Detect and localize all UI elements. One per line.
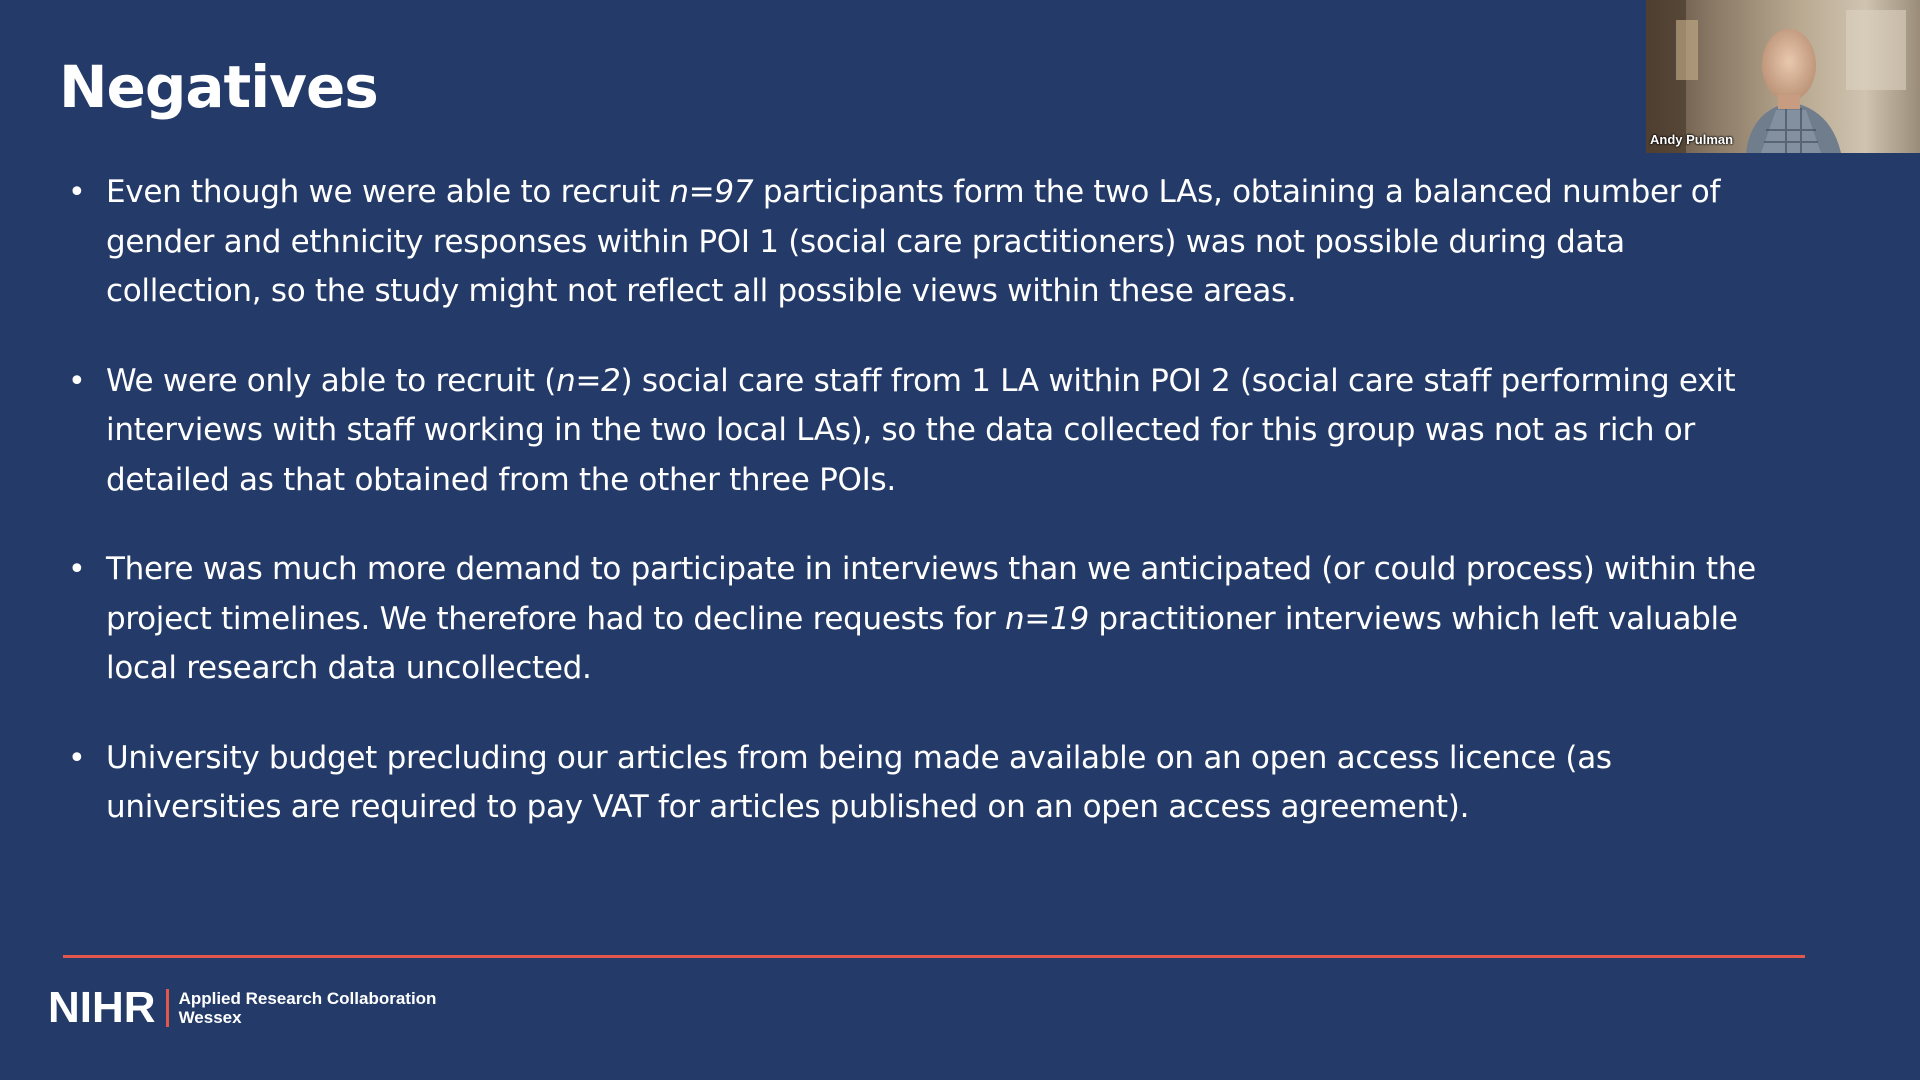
bullet-text-segment: University budget precluding our articles from being made available on an open access licence (as universities are required to pay VAT for articles published on an open access agreement). xyxy=(106,739,1612,825)
bullet-text-segment: We were only able to recruit ( xyxy=(106,362,557,399)
slide-title: Negatives xyxy=(59,53,378,121)
participant-video-tile[interactable] xyxy=(1646,0,1920,153)
logo-subtitle xyxy=(179,989,437,1027)
bullet-text xyxy=(106,174,1720,309)
nihr-wordmark: NIHR xyxy=(48,983,156,1032)
logo-subtitle-line2: Wessex xyxy=(178,1008,242,1027)
bullet-text-segment: Even though we were able to recruit xyxy=(106,174,670,210)
bullet-marker: • xyxy=(68,552,86,587)
bullet-text-segment: There was much more demand to participate in interviews than we anticipated (or could process) within the project timelines. We therefore had to decline requests for xyxy=(106,551,1756,637)
participant-name-label: Andy Pulman xyxy=(1650,132,1734,147)
bullet-item xyxy=(64,168,1764,317)
bullet-text-segment: ) social care staff from 1 LA within POI 2 (social care staff performing exit interviews with staff working in the two local LAs), so the data collected for this group was not as rich or detailed as that obtained from the other three POIs. xyxy=(106,362,1736,498)
bullet-marker: • xyxy=(68,740,86,776)
bullet-text xyxy=(106,740,1612,826)
participant-video-feed xyxy=(1646,0,1920,153)
nihr-logo xyxy=(48,983,437,1032)
bullet-item xyxy=(64,734,1764,833)
bullet-item xyxy=(64,545,1764,694)
bullet-text-italic: n=2 xyxy=(556,362,621,399)
bullet-marker: • xyxy=(68,175,86,210)
logo-separator xyxy=(166,989,169,1027)
logo-subtitle-line1: Applied Research Collaboration xyxy=(178,989,437,1008)
bullet-marker: • xyxy=(68,363,86,399)
footer-divider xyxy=(63,955,1805,958)
bullet-text-segment: practitioner interviews which left valuable local research data uncollected. xyxy=(106,600,1738,686)
bullet-text-italic: n=19 xyxy=(1005,600,1089,637)
bullet-text xyxy=(106,363,1735,498)
bullet-text-segment: participants form the two LAs, obtaining a balanced number of gender and ethnicity responses within POI 1 (social care practitioners) was not possible during data collection, so the study might not reflect all possible views within these areas. xyxy=(106,174,1721,309)
bullet-text xyxy=(106,551,1756,686)
bullet-item xyxy=(64,357,1764,506)
bullet-list xyxy=(64,168,1764,873)
bullet-text-italic: n=97 xyxy=(669,174,754,210)
